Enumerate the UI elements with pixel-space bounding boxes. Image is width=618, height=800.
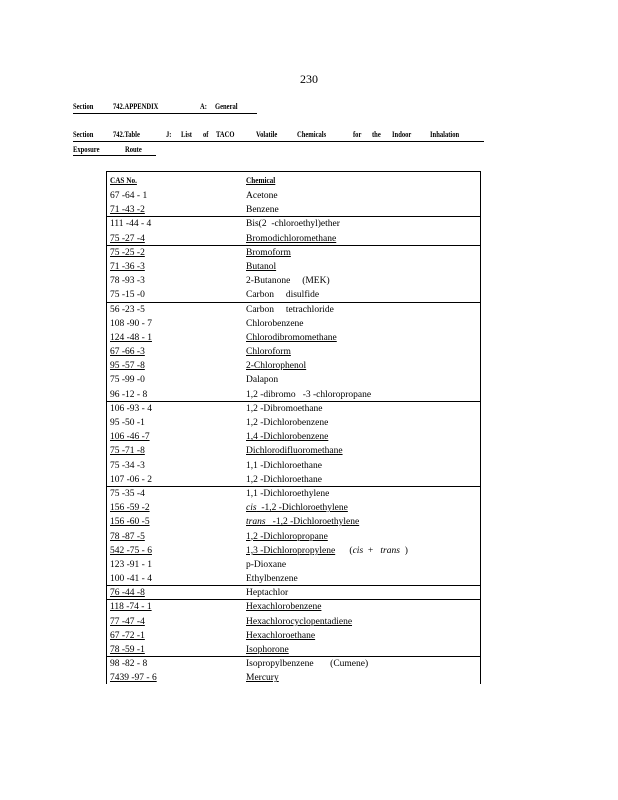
- chemical-name-text: Bromoform: [246, 247, 291, 258]
- cas-number: 75 -35 -4: [110, 488, 145, 499]
- table-row: [107, 246, 480, 260]
- heading-word: Route: [125, 145, 142, 154]
- cas-number: 77 -47 -4: [110, 616, 145, 627]
- chemical-name-text: 1,2 -Dichloroethane: [246, 474, 322, 485]
- cas-number: 78 -93 -3: [110, 276, 145, 287]
- chemical-name: [246, 331, 337, 345]
- chemical-name: [246, 189, 278, 203]
- chemical-name-text: Acetone: [246, 191, 278, 201]
- cas-number: 118 -74 - 1: [110, 602, 152, 613]
- table-row: [107, 600, 480, 614]
- chemical-name-text: 1,3 -Dichloropropylene: [246, 545, 336, 556]
- cas-number: 107 -06 - 2: [110, 474, 152, 485]
- chemical-name-text: Carbon disulfide: [246, 290, 320, 301]
- heading-underline: [73, 113, 257, 114]
- table-row: [107, 274, 480, 288]
- table-header-row: [107, 172, 480, 189]
- chemical-name-text: 2-Butanone (MEK): [246, 276, 330, 287]
- table-row: [107, 217, 480, 231]
- table-row: [107, 430, 480, 444]
- chemical-name: [246, 317, 304, 331]
- chemical-name: [246, 643, 289, 657]
- cas-number: 78 -59 -1: [110, 645, 145, 655]
- heading-word: A:: [200, 102, 207, 111]
- table-row: [107, 331, 480, 345]
- table-row: [107, 260, 480, 274]
- cas-number: 71 -36 -3: [110, 261, 145, 272]
- heading-underline: [73, 141, 484, 142]
- table-row: [107, 501, 480, 515]
- chemical-name: [246, 303, 334, 317]
- isomer-prefix: trans: [246, 517, 266, 528]
- heading-underline: [73, 155, 156, 156]
- table-row: [107, 657, 480, 671]
- chemical-name-text: 1,2 -Dichloropropane: [246, 531, 328, 542]
- heading-word: Indoor: [392, 130, 412, 139]
- chemical-name: [246, 501, 348, 515]
- cas-number: 100 -41 - 4: [110, 574, 152, 585]
- heading-word: Section: [73, 102, 94, 111]
- chemical-name: [246, 671, 279, 684]
- heading-word: 742.APPENDIX: [113, 102, 159, 111]
- chemical-name-text: Bis(2 -chloroethyl)ether: [246, 219, 340, 230]
- chemical-name-text: Bromodichloromethane: [246, 233, 337, 244]
- chemical-name: [246, 232, 336, 246]
- chemical-name: [246, 345, 291, 359]
- chemical-name-text: Heptachlor: [246, 588, 289, 599]
- chemical-name: [246, 444, 343, 458]
- chemical-name-text: p-Dioxane: [246, 559, 287, 570]
- table-row: [107, 459, 480, 473]
- cas-number: 75 -27 -4: [110, 233, 145, 244]
- chemical-name-text: Hexachlorobenzene: [246, 602, 322, 613]
- table-row: [107, 473, 480, 487]
- cas-number: 78 -87 -5: [110, 531, 145, 542]
- chemical-name-text: 1,2 -Dibromoethane: [246, 403, 323, 414]
- cas-column-header: CAS No.: [110, 175, 137, 185]
- cas-number: 106 -46 -7: [110, 432, 150, 443]
- chemical-name: [246, 217, 340, 231]
- chemical-name-text: Chloroform: [246, 347, 291, 358]
- heading-word: the: [372, 130, 381, 139]
- cas-number: 123 -91 - 1: [110, 559, 152, 570]
- chemical-table: [106, 171, 481, 684]
- chemical-name: [246, 600, 321, 614]
- cas-number: 156 -59 -2: [110, 503, 150, 514]
- chemical-name-text: 1,1 -Dichloroethylene: [246, 488, 330, 499]
- cas-number: 75 -71 -8: [110, 446, 145, 457]
- table-row: [107, 303, 480, 317]
- chemical-name: [246, 416, 328, 430]
- chemical-note: (cis + trans ): [335, 545, 408, 556]
- isomer-prefix: cis: [246, 503, 257, 514]
- chemical-name-text: 2-Chlorophenol: [246, 361, 307, 372]
- chemical-name-text: Chlorobenzene: [246, 318, 304, 329]
- table-row: [107, 345, 480, 359]
- chemical-name-text: -1,2 -Dichloroethylene: [265, 517, 360, 528]
- cas-number: 96 -12 - 8: [110, 389, 148, 400]
- heading-word: Inhalation: [430, 130, 460, 139]
- chemical-name: [246, 388, 371, 402]
- chemical-name-text: Isopropylbenzene (Cumene): [246, 659, 369, 670]
- chemical-name-text: 1,4 -Dichlorobenzene: [246, 432, 329, 443]
- chemical-name-text: Hexachlorocyclopentadiene: [246, 616, 353, 627]
- chemical-name-text: 1,2 -Dichlorobenzene: [246, 418, 329, 428]
- cas-number: 76 -44 -8: [110, 588, 145, 599]
- cas-number: 67 -64 - 1: [110, 191, 148, 201]
- table-row: [107, 544, 480, 558]
- chemical-name: [246, 515, 359, 529]
- chemical-name: [246, 203, 279, 217]
- page-number: 230: [300, 72, 318, 86]
- cas-number: 95 -57 -8: [110, 361, 145, 372]
- heading-word: J:: [166, 130, 172, 139]
- chemical-name: [246, 487, 329, 501]
- table-body: [107, 189, 480, 684]
- table-row: [107, 388, 480, 402]
- chemical-name: [246, 373, 278, 387]
- table-row: [107, 444, 480, 458]
- heading-word: for: [353, 130, 362, 139]
- table-row: [107, 317, 480, 331]
- heading-word: Exposure: [73, 145, 100, 154]
- cas-number: 67 -66 -3: [110, 347, 145, 358]
- table-row: [107, 629, 480, 643]
- chemical-name: [246, 657, 368, 671]
- table-row: [107, 373, 480, 387]
- chemical-name-text: Hexachloroethane: [246, 630, 316, 641]
- chemical-name-text: 1,1 -Dichloroethane: [246, 460, 322, 471]
- cas-number: 71 -43 -2: [110, 205, 145, 216]
- chemical-name: [246, 459, 322, 473]
- table-row: [107, 615, 480, 629]
- table-row: [107, 586, 480, 600]
- heading-word: of: [203, 130, 209, 139]
- chemical-name-text: Carbon tetrachloride: [246, 304, 334, 315]
- chemical-name-text: Dalapon: [246, 375, 279, 386]
- chemical-column-header: Chemical: [246, 175, 276, 185]
- chemical-name-text: -1,2 -Dichloroethylene: [256, 503, 348, 514]
- cas-number: 98 -82 - 8: [110, 659, 148, 670]
- heading-word: Section: [73, 130, 94, 139]
- cas-number: 108 -90 - 7: [110, 318, 152, 329]
- chemical-name-text: Isophorone: [246, 645, 289, 655]
- cas-number: 75 -34 -3: [110, 460, 145, 471]
- chemical-name-text: Mercury: [246, 673, 279, 684]
- heading-word: TACO: [216, 130, 235, 139]
- chemical-name: [246, 558, 286, 572]
- heading-word: Chemicals: [297, 130, 327, 139]
- table-row: [107, 416, 480, 430]
- table-row: [107, 359, 480, 373]
- chemical-name: [246, 274, 330, 288]
- heading-word: 742.Table: [113, 130, 140, 139]
- cas-number: 56 -23 -5: [110, 304, 145, 315]
- table-row: [107, 203, 480, 217]
- heading-word: Volatile: [256, 130, 278, 139]
- table-row: [107, 402, 480, 416]
- cas-number: 106 -93 - 4: [110, 403, 152, 414]
- table-row: [107, 530, 480, 544]
- cas-number: 75 -99 -0: [110, 375, 145, 386]
- chemical-name: [246, 629, 315, 643]
- cas-number: 75 -25 -2: [110, 247, 145, 258]
- cas-number: 7439 -97 - 6: [110, 673, 157, 684]
- table-row: [107, 558, 480, 572]
- cas-number: 111 -44 - 4: [110, 219, 152, 230]
- chemical-name: [246, 572, 298, 586]
- chemical-name: [246, 473, 322, 487]
- chemical-name: [246, 402, 323, 416]
- cas-number: 542 -75 - 6: [110, 545, 152, 556]
- cas-number: 95 -50 -1: [110, 418, 145, 428]
- heading-word: List: [181, 130, 192, 139]
- chemical-name-text: Dichlorodifluoromethane: [246, 446, 343, 457]
- cas-number: 124 -48 - 1: [110, 332, 152, 343]
- chemical-name: [246, 430, 328, 444]
- table-row: [107, 232, 480, 246]
- table-row: [107, 515, 480, 529]
- heading-word: General: [215, 102, 238, 111]
- table-row: [107, 643, 480, 657]
- chemical-name-text: Chlorodibromomethane: [246, 332, 337, 343]
- chemical-name: [246, 260, 276, 274]
- chemical-name-text: Butanol: [246, 261, 277, 272]
- chemical-name-text: Ethylbenzene: [246, 574, 298, 585]
- cas-number: 67 -72 -1: [110, 630, 145, 641]
- chemical-name: [246, 288, 319, 302]
- chemical-name: [246, 544, 408, 558]
- chemical-name: [246, 586, 288, 600]
- table-row: [107, 487, 480, 501]
- chemical-name: [246, 530, 328, 544]
- chemical-name-text: 1,2 -dibromo -3 -chloropropane: [246, 389, 372, 400]
- cas-number: 75 -15 -0: [110, 290, 145, 301]
- table-row: [107, 671, 480, 684]
- cas-number: 156 -60 -5: [110, 517, 150, 528]
- chemical-name-text: Benzene: [246, 205, 279, 216]
- chemical-name: [246, 246, 291, 260]
- table-row: [107, 288, 480, 302]
- table-row: [107, 189, 480, 203]
- chemical-name: [246, 359, 306, 373]
- table-row: [107, 572, 480, 586]
- chemical-name: [246, 615, 352, 629]
